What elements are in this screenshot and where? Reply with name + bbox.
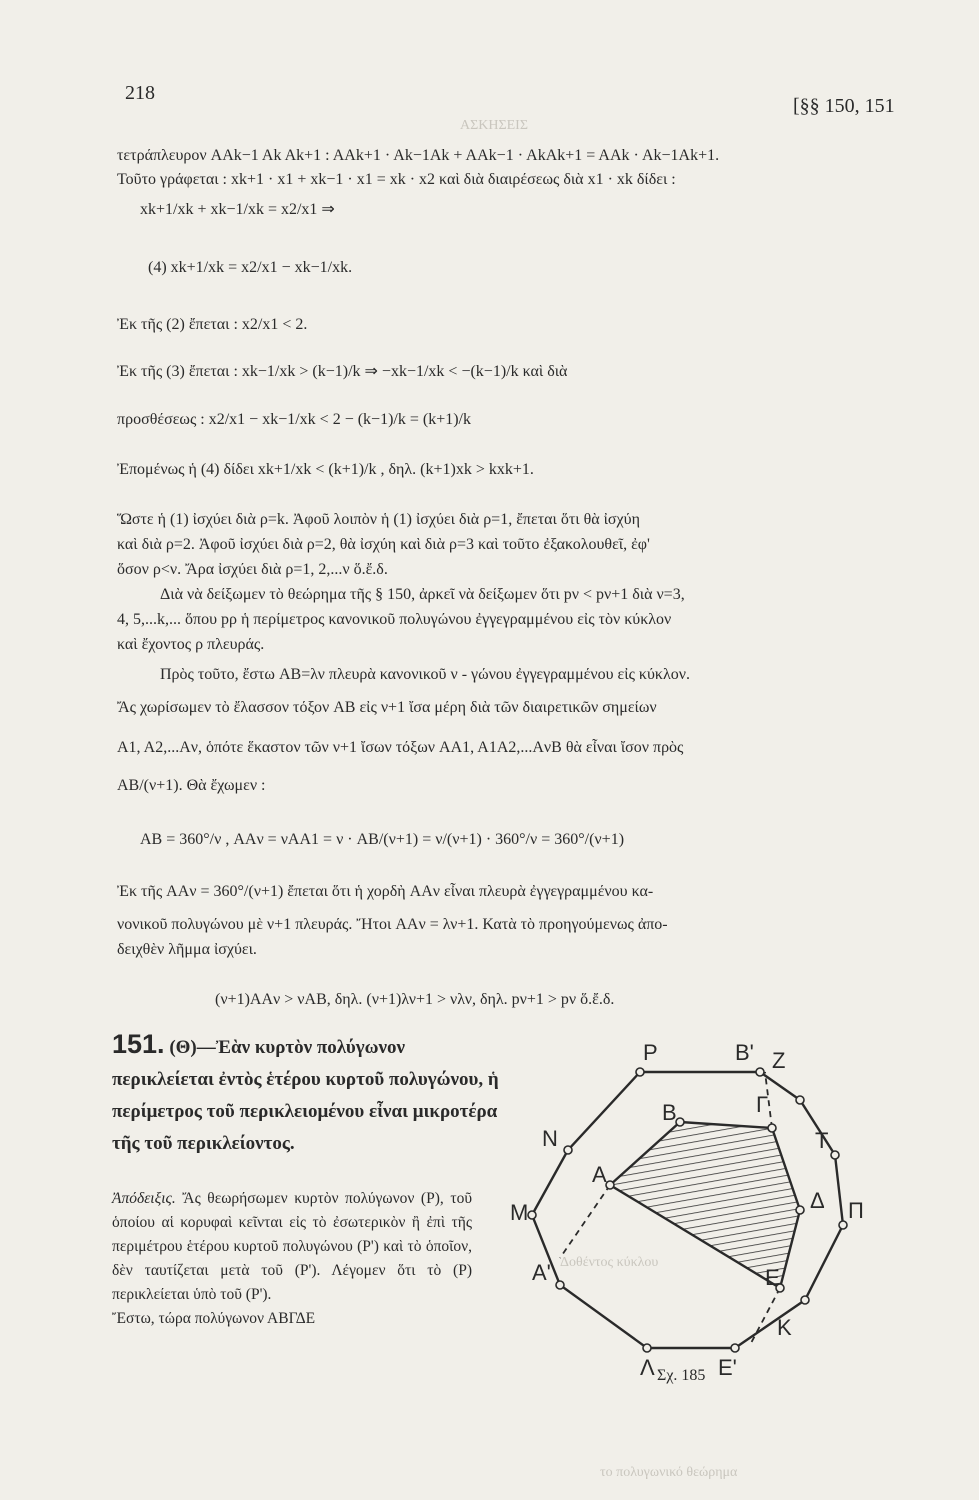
equation-line: AB = 360°/ν , AAν = νAA1 = ν · AB/(ν+1) = ν/(ν+1) · 360°/ν = 360°/(ν+1) <box>140 831 625 848</box>
bleed-text: το πολυγωνικό θεώρημα <box>600 1465 738 1480</box>
section-reference: [§§ 150, 151 <box>793 95 895 117</box>
text-line: καὶ διὰ ρ=2. Ἀφοῦ ἰσχύει διὰ ρ=2, θὰ ἰσχύη καὶ διὰ ρ=3 καὶ τοῦτο ἐξακολουθεῖ, ἐφ' <box>117 536 650 553</box>
text-line: Ἐκ τῆς (2) ἔπεται : x2/x1 < 2. <box>117 316 308 333</box>
equation-line: (ν+1)AAν > νAB, δηλ. (ν+1)λν+1 > νλν, δηλ. pν+1 > pν ὅ.ἔ.δ. <box>215 991 615 1008</box>
text-line: Ἐκ τῆς AAν = 360°/(ν+1) ἔπεται ὅτι ἡ χορδὴ AAν εἶναι πλευρὰ ἐγγεγραμμένου κα- <box>117 883 654 900</box>
figure-label: Λ <box>640 1355 655 1380</box>
figure-label: Γ <box>756 1092 769 1117</box>
theorem-151 <box>112 1028 502 1160</box>
equation-line: xk+1/xk + xk−1/xk = x2/x1 ⇒ <box>140 201 335 218</box>
figure-label: Ρ <box>643 1040 658 1065</box>
figure-label: Ζ <box>772 1048 786 1073</box>
text-line: Διὰ νὰ δείξωμεν τὸ θεώρημα τῆς § 150, ἀρκεῖ νὰ δείξωμεν ὅτι pν < pν+1 διὰ ν=3, <box>160 586 685 603</box>
proof-last-line: Ἔστω, τώρα πολύγωνον ΑΒΓΔΕ <box>112 1310 316 1327</box>
figure-185 <box>480 1030 910 1390</box>
figure-label: Β' <box>735 1040 754 1065</box>
text-line: τετράπλευρον AAk−1 Ak Ak+1 : AAk+1 · Ak−1Ak + AAk−1 · AkAk+1 = AAk · Ak−1Ak+1. <box>117 147 720 164</box>
figure-label: Β <box>662 1100 677 1125</box>
figure-label: Ν <box>542 1126 558 1151</box>
figure-label: Α <box>592 1162 607 1187</box>
dashed-segment <box>560 1185 610 1258</box>
text-line: προσθέσεως : x2/x1 − xk−1/xk < 2 − (k−1)/k = (k+1)/k <box>117 411 471 428</box>
proof-paragraph <box>112 1187 472 1331</box>
figure-caption: Σχ. 185 <box>657 1367 706 1384</box>
proof-text: Ἄς θεωρήσωμεν κυρτὸν πολύγωνον (P), τοῦ ὁποίου αἱ κορυφαὶ κεῖνται εἰς τὸ ἐσωτερικὸν ἢ ἐπὶ τῆς περιμέτρου ἑτέρου κυρτοῦ πολυγώνου (P') καὶ τὸ ὁποῖον, δὲν ταυτίζεται μετὰ τοῦ (P'). Λέγομεν ὅτι τὸ (P) περικλείεται ὑπὸ τοῦ (P'). <box>112 1190 472 1303</box>
figure-label: Π <box>848 1198 864 1223</box>
proof-label: Ἀπόδειξις. <box>112 1190 176 1207</box>
text-line: A1, A2,...Aν, ὁπότε ἕκαστον τῶν ν+1 ἴσων τόξων AA1, A1A2,...AνB θὰ εἶναι ἴσον πρὸς <box>117 739 684 756</box>
text-line: δειχθὲν λῆμμα ἰσχύει. <box>117 941 257 958</box>
inner-polygon-hatched <box>610 1122 800 1288</box>
text-line: καὶ ἔχοντος ρ πλευράς. <box>117 636 265 653</box>
text-line: Ἄς χωρίσωμεν τὸ ἔλασσον τόξον AB εἰς ν+1 ἴσα μέρη διὰ τῶν διαιρετικῶν σημείων <box>117 699 657 716</box>
figure-label: Τ <box>815 1128 829 1153</box>
text-line: Πρὸς τοῦτο, ἔστω AB=λν πλευρὰ κανονικοῦ ν - γώνου ἐγγεγραμμένου εἰς κύκλον. <box>160 666 690 683</box>
text-line: AB/(ν+1). Θὰ ἔχωμεν : <box>117 777 266 794</box>
theorem-text: (Θ)—Ἐὰν κυρτὸν πολύγωνον περικλείεται ἐντὸς ἑτέρου κυρτοῦ πολυγώνου, ἡ περίμετρος τοῦ περικλειομένου εἶναι μικροτέρα τῆς τοῦ περικλείοντος. <box>112 1037 499 1154</box>
text-line: νονικοῦ πολυγώνου μὲ ν+1 πλευράς. Ἤτοι AAν = λν+1. Κατὰ τὸ προηγούμενως ἀπο- <box>117 916 668 933</box>
text-line: Τοῦτο γράφεται : xk+1 · x1 + xk−1 · x1 = xk · x2 καὶ διὰ διαιρέσεως διὰ x1 · xk δίδει : <box>117 171 676 188</box>
bleed-text: Δοθέντος κύκλου <box>560 1255 659 1270</box>
dashed-segment <box>750 1288 780 1345</box>
text-line: Ἐπομένως ἡ (4) δίδει xk+1/xk < (k+1)/k , δηλ. (k+1)xk > kxk+1. <box>117 461 534 478</box>
figure-label: Δ <box>810 1188 825 1213</box>
page-number: 218 <box>125 82 155 104</box>
figure-label: Μ <box>510 1200 529 1225</box>
text-line: 4, 5,...k,... ὅπου pρ ἡ περίμετρος κανονικοῦ πολυγώνου ἐγγεγραμμένου εἰς τὸν κύκλον <box>117 611 672 628</box>
text-line: ὅσον ρ<ν. Ἄρα ἰσχύει διὰ ρ=1, 2,...ν ὅ.ἔ.δ. <box>117 561 388 578</box>
equation-4: (4) xk+1/xk = x2/x1 − xk−1/xk. <box>148 259 353 276</box>
figure-label: Α' <box>532 1260 551 1285</box>
text-line: Ἐκ τῆς (3) ἔπεται : xk−1/xk > (k−1)/k ⇒ −xk−1/xk < −(k−1)/k καὶ διὰ <box>117 363 568 380</box>
bleed-text: ΑΣΚΗΣΕΙΣ <box>460 118 528 133</box>
text-line: Ὥστε ἡ (1) ἰσχύει διὰ ρ=k. Ἀφοῦ λοιπὸν ἡ (1) ἰσχύει διὰ ρ=1, ἔπεται ὅτι θὰ ἰσχύη <box>117 511 640 528</box>
figure-label: Κ <box>777 1315 792 1340</box>
figure-label: Ε' <box>718 1355 737 1380</box>
theorem-number: 151. <box>112 1029 165 1059</box>
figure-label: Ε <box>765 1265 780 1290</box>
